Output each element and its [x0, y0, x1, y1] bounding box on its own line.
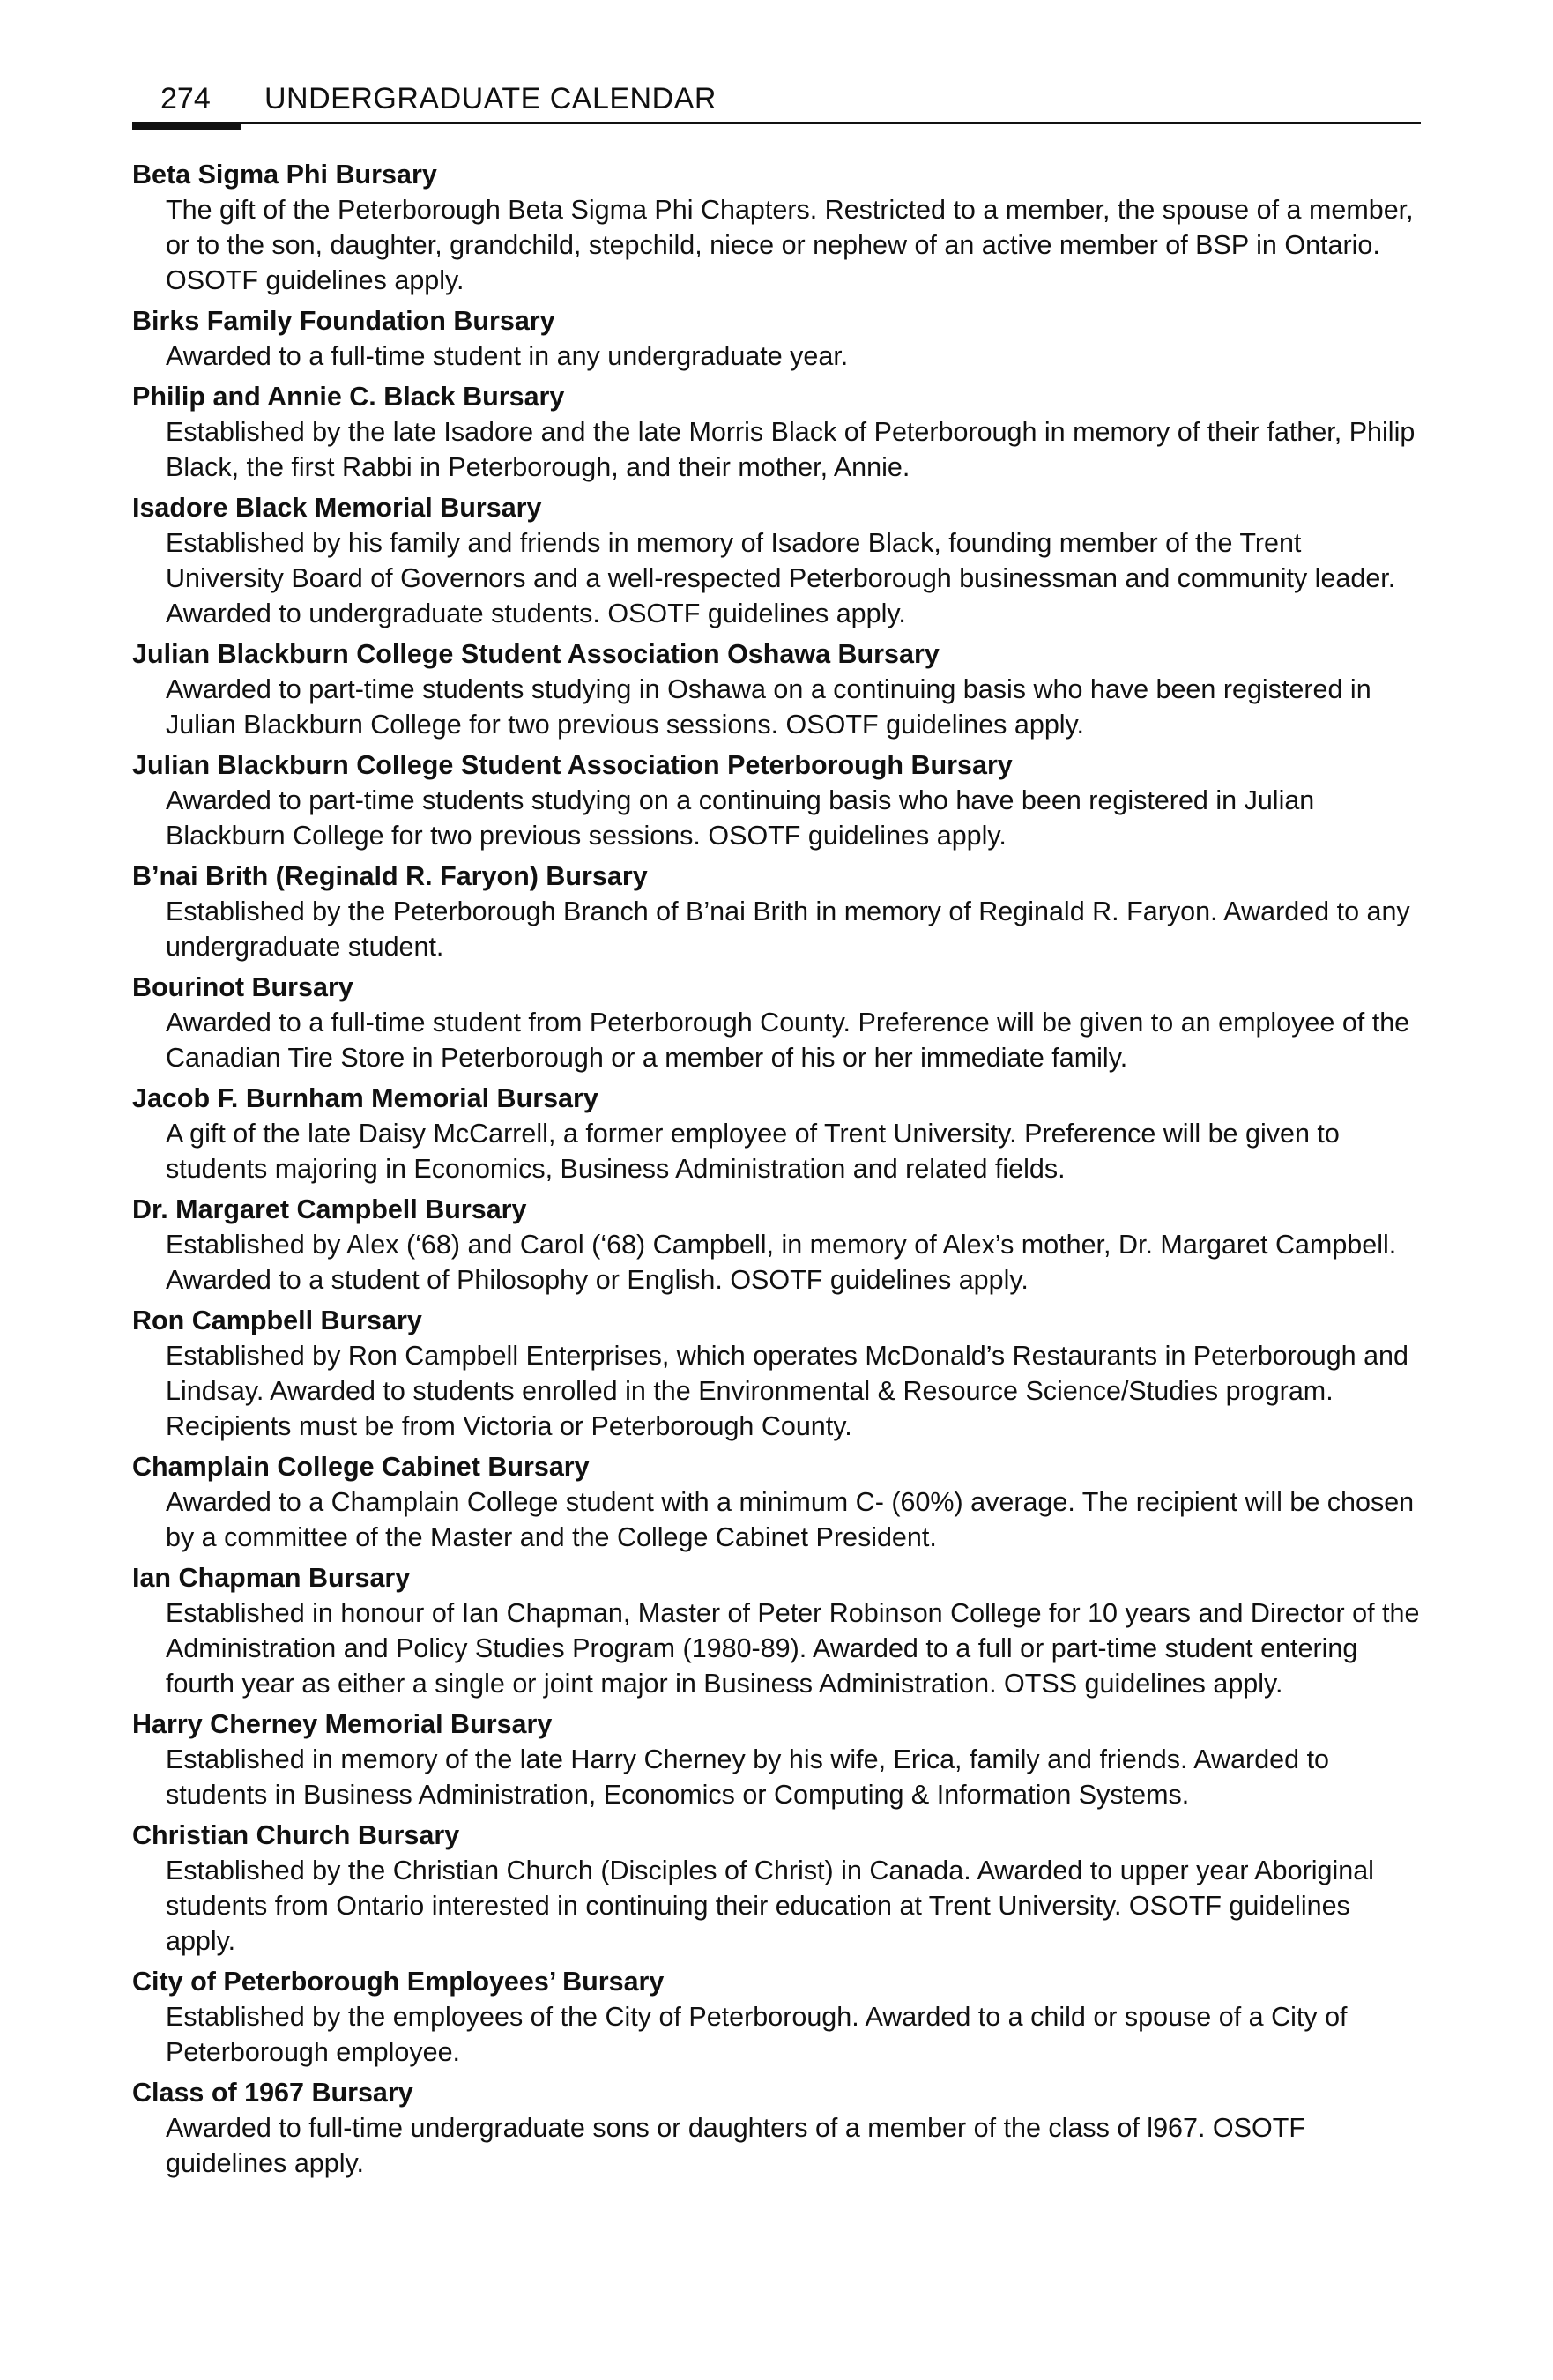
bursary-description: Established in honour of Ian Chapman, Master of Peter Robinson College for 10 years and Director of the Administration and Policy Studies Program (1980-89). Awarded to a full or part-time student entering fourth year as either a single or joint major in Business Administration. OTSS guidelines apply. — [166, 1598, 1420, 1699]
bursary-description: Awarded to part-time students studying on a continuing basis who have been registered in Julian Blackburn College for two previous sessions. OSOTF guidelines apply. — [166, 785, 1315, 851]
bursary-description: The gift of the Peterborough Beta Sigma Phi Chapters. Restricted to a member, the spouse of a member, or to the son, daughter, grandchild, stepchild, niece or nephew of an active member of BSP in Ontario. OSOTF guidelines apply. — [166, 195, 1414, 295]
page-number: 274 — [160, 82, 211, 115]
bursary-title: Ian Chapman Bursary — [132, 1563, 411, 1593]
bursary-entry — [132, 490, 1421, 631]
bursary-entry — [132, 1303, 1421, 1444]
bursary-title: Christian Church Bursary — [132, 1820, 460, 1850]
bursary-entry — [132, 747, 1421, 853]
bursary-title: Julian Blackburn College Student Association Peterborough Bursary — [132, 750, 1013, 780]
bursary-description: Awarded to a full-time student from Peterborough County. Preference will be given to an employee of the Canadian Tire Store in Peterborough or a member of his or her immediate family. — [166, 1008, 1410, 1073]
bursary-description: Established by Alex (‘68) and Carol (‘68) Campbell, in memory of Alex’s mother, Dr. Margaret Campbell. Awarded to a student of Philosophy or English. OSOTF guidelines apply. — [166, 1230, 1397, 1295]
bursary-title: Dr. Margaret Campbell Bursary — [132, 1194, 527, 1224]
bursary-entry — [132, 1449, 1421, 1555]
bursary-title: City of Peterborough Employees’ Bursary — [132, 1967, 665, 1997]
bursary-description: Established by the late Isadore and the late Morris Black of Peterborough in memory of their father, Philip Black, the first Rabbi in Peterborough, and their mother, Annie. — [166, 417, 1416, 482]
bursary-entry — [132, 859, 1421, 964]
bursary-title: Birks Family Foundation Bursary — [132, 306, 555, 336]
bursary-description: Established by the Peterborough Branch of B’nai Brith in memory of Reginald R. Faryon. Awarded to any undergraduate student. — [166, 896, 1410, 962]
bursary-entry — [132, 1560, 1421, 1701]
bursary-entry — [132, 1081, 1421, 1186]
bursary-entry — [132, 1707, 1421, 1812]
bursary-title: Harry Cherney Memorial Bursary — [132, 1709, 553, 1739]
bursary-entry — [132, 379, 1421, 485]
bursary-entry — [132, 1192, 1421, 1298]
bursary-description: Established by his family and friends in memory of Isadore Black, founding member of the Trent University Board of Governors and a well-respected Peterborough businessman and community leader. Awarded to undergraduate students. OSOTF guidelines apply. — [166, 528, 1396, 628]
bursary-description: Established by Ron Campbell Enterprises, which operates McDonald’s Restaurants in Peterborough and Lindsay. Awarded to students enrolled in the Environmental & Resource Science/Studies program. Recipients must be from Victoria or Peterborough County. — [166, 1341, 1408, 1441]
header-tab-marker — [132, 122, 241, 130]
running-head: UNDERGRADUATE CALENDAR — [264, 82, 717, 115]
bursary-title: B’nai Brith (Reginald R. Faryon) Bursary — [132, 861, 648, 891]
bursary-title: Champlain College Cabinet Bursary — [132, 1452, 590, 1482]
bursary-title: Isadore Black Memorial Bursary — [132, 493, 542, 523]
bursary-entry — [132, 2075, 1421, 2181]
bursary-entry — [132, 970, 1421, 1075]
page-header — [132, 81, 1421, 127]
bursary-description: Awarded to part-time students studying in Oshawa on a continuing basis who have been registered in Julian Blackburn College for two previous sessions. OSOTF guidelines apply. — [166, 674, 1371, 740]
bursary-description: A gift of the late Daisy McCarrell, a former employee of Trent University. Preference will be given to students majoring in Economics, Business Administration and related fields. — [166, 1119, 1340, 1184]
bursary-description: Established by the Christian Church (Disciples of Christ) in Canada. Awarded to upper year Aboriginal students from Ontario interested in continuing their education at Trent University. OSOTF guidelines apply. — [166, 1856, 1374, 1956]
bursary-entry — [132, 636, 1421, 742]
bursary-description: Awarded to a Champlain College student with a minimum C- (60%) average. The recipient will be chosen by a committee of the Master and the College Cabinet President. — [166, 1487, 1415, 1552]
bursary-entry — [132, 303, 1421, 374]
bursary-entry — [132, 1818, 1421, 1959]
header-rule — [132, 122, 1421, 124]
bursary-title: Jacob F. Burnham Memorial Bursary — [132, 1083, 598, 1113]
bursary-list — [132, 157, 1421, 2186]
bursary-title: Ron Campbell Bursary — [132, 1305, 422, 1335]
bursary-description: Awarded to a full-time student in any undergraduate year. — [166, 341, 849, 371]
bursary-entry — [132, 1964, 1421, 2070]
bursary-title: Class of 1967 Bursary — [132, 2078, 413, 2108]
bursary-description: Established in memory of the late Harry Cherney by his wife, Erica, family and friends. Awarded to students in Business Administration, Economics or Computing & Information Systems. — [166, 1744, 1330, 1810]
bursary-description: Awarded to full-time undergraduate sons or daughters of a member of the class of l967. OSOTF guidelines apply. — [166, 2113, 1305, 2178]
bursary-title: Julian Blackburn College Student Association Oshawa Bursary — [132, 639, 940, 669]
bursary-title: Philip and Annie C. Black Bursary — [132, 382, 565, 412]
bursary-title: Beta Sigma Phi Bursary — [132, 160, 437, 190]
bursary-title: Bourinot Bursary — [132, 972, 353, 1002]
bursary-description: Established by the employees of the City of Peterborough. Awarded to a child or spouse of a City of Peterborough employee. — [166, 2002, 1348, 2067]
bursary-entry — [132, 157, 1421, 298]
